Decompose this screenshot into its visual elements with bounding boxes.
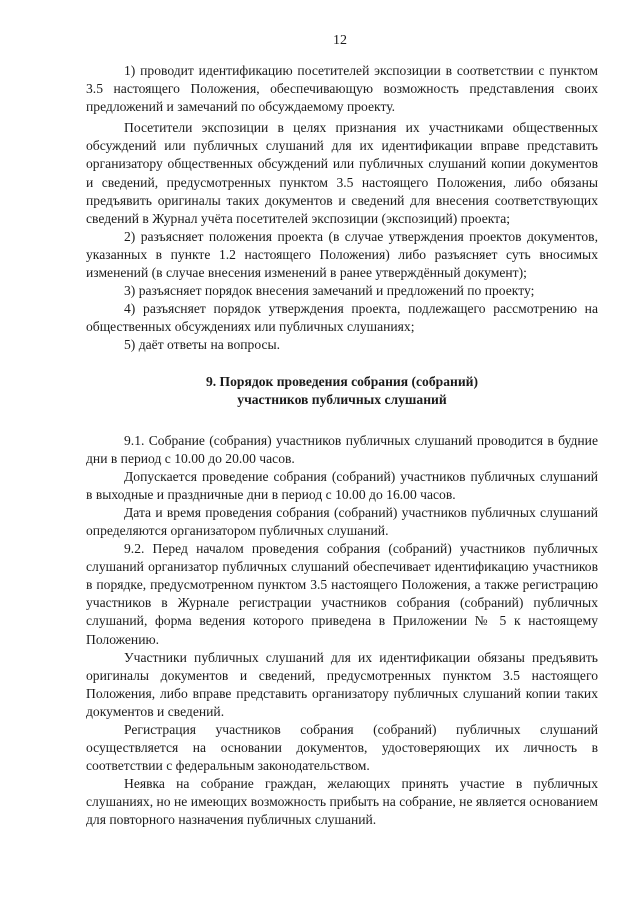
paragraph: Дата и время проведения собрания (собраний) участников публичных слушаний определяются организатором публичных слушаний. [86, 504, 598, 538]
paragraph: Допускается проведение собрания (собраний) участников публичных слушаний в выходные и праздничные дни в период с 10.00 до 16.00 часов. [86, 468, 598, 502]
paragraph: 3) разъясняет порядок внесения замечаний и предложений по проекту; [124, 283, 535, 299]
document-body [86, 62, 598, 830]
paragraph: Неявка на собрание граждан, желающих принять участие в публичных слушаниях, но не имеющих возможность прибыть на собрание, не является основанием для повторного назначения публичных слушаний. [86, 776, 598, 828]
paragraph: Регистрация участников собрания (собраний) публичных слушаний осуществляется на основании документов, удостоверяющих их личность в соответствии с федеральным законодательством. [86, 722, 598, 774]
page-number: 12 [333, 33, 347, 48]
paragraph: Участники публичных слушаний для их идентификации обязаны предъявить оригиналы документов и сведений, предусмотренных пунктом 3.5 настоящего Положения, либо вправе представить организатору публичных слушаний копии таких документов и сведений. [86, 649, 598, 719]
paragraph: 9.1. Собрание (собрания) участников публичных слушаний проводится в будние дни в период с 10.00 до 20.00 часов. [86, 432, 598, 466]
paragraph: 5) даёт ответы на вопросы. [124, 337, 281, 353]
paragraph: 9.2. Перед началом проведения собрания (собраний) участников публичных слушаний организатор публичных слушаний обеспечивает идентификацию участников в порядке, предусмотренном пунктом 3.5 настоящего Положения, а также регистрацию участников в Журнале регистрации участников собрания (собраний) публичных слушаний, форма ведения которого приведена в Приложении № 5 к настоящему Положению. [86, 541, 598, 647]
paragraph: 4) разъясняет порядок утверждения проекта, подлежащего рассмотрению на общественных обсуждениях или публичных слушаниях; [86, 301, 598, 335]
section-title-line1: 9. Порядок проведения собрания (собраний) [205, 373, 479, 389]
section-heading [86, 373, 598, 410]
paragraph: Посетители экспозиции в целях признания их участниками общественных обсуждений или публичных слушаний для их идентификации вправе представить организатору общественных обсуждений или публичных слушаний копии документов и сведений, предусмотренных пунктом 3.5 настоящего Положения, либо обязаны предъявить оригиналы таких документов и сведений для внесения соответствующих сведений в Журнал учёта посетителей экспозиции (экспозиций) проекта; [86, 120, 598, 226]
section-title-line2: участников публичных слушаний [237, 392, 447, 407]
paragraph: 1) проводит идентификацию посетителей экспозиции в соответствии с пунктом 3.5 настоящего Положения, обеспечивающую возможность представления своих предложений и замечаний по обсуждаемому проекту. [86, 63, 598, 115]
paragraph: 2) разъясняет положения проекта (в случае утверждения проектов документов, указанных в пункте 1.2 настоящего Положения) либо разъясняет суть вносимых изменений (в случае внесения изменений в ранее утверждённый документ); [86, 228, 598, 281]
